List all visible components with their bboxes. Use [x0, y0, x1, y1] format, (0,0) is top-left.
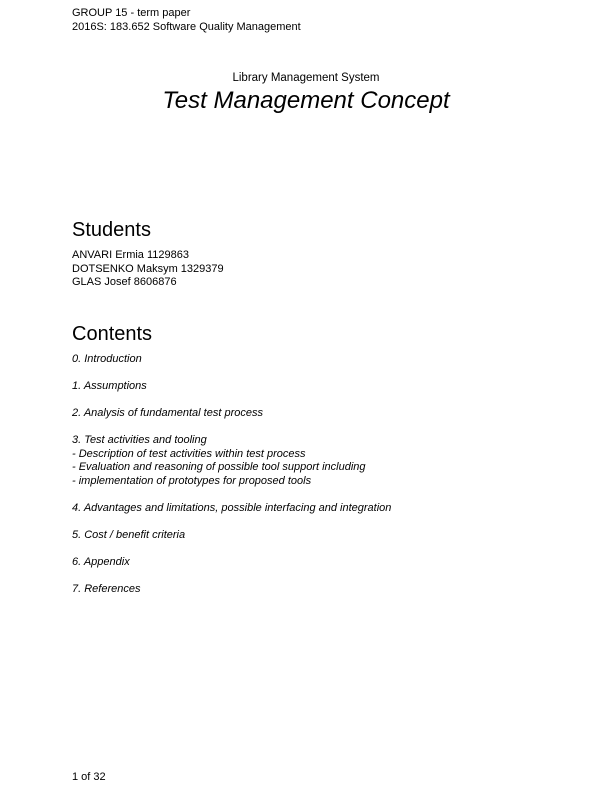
student-entry: GLAS Josef 8606876 [72, 276, 177, 288]
title-block [0, 71, 612, 116]
toc-entry-label: 4. Advantages and limitations, possible interfacing and integration [72, 501, 392, 514]
toc-entry-label: 1. Assumptions [72, 380, 147, 392]
table-of-contents [72, 353, 552, 610]
student-entry: ANVARI Ermia 1129863 [72, 249, 189, 261]
toc-entry-label: 6. Appendix [72, 555, 130, 568]
toc-subentry: - Description of test activities within test process [72, 447, 306, 460]
toc-entry-references [72, 583, 552, 597]
header-group-line: GROUP 15 - term paper [72, 7, 191, 19]
toc-entry-label: 7. References [72, 582, 141, 595]
student-entry: DOTSENKO Maksym 1329379 [72, 262, 224, 275]
toc-entry-label: 2. Analysis of fundamental test process [72, 407, 263, 419]
toc-entry-label: 3. Test activities and tooling [72, 434, 207, 446]
header-course-line: 2016S: 183.652 Software Quality Management [72, 21, 301, 33]
toc-entry-assumptions [72, 380, 552, 394]
students-heading: Students [72, 219, 151, 241]
page-header [72, 6, 301, 34]
contents-heading: Contents [72, 323, 153, 345]
toc-entry-advantages [72, 502, 552, 516]
document-title: Test Management Concept [162, 87, 450, 114]
toc-entry-appendix [72, 556, 552, 570]
toc-entry-introduction [72, 353, 552, 367]
toc-entry-cost-benefit [72, 529, 552, 543]
students-list [72, 249, 224, 290]
toc-entry-label: 0. Introduction [72, 353, 142, 365]
toc-entry-label: 5. Cost / benefit criteria [72, 528, 186, 541]
page-number: 1 of 32 [72, 771, 106, 783]
toc-entry-analysis [72, 407, 552, 421]
toc-subentry: - Evaluation and reasoning of possible tool support including [72, 461, 366, 473]
document-subtitle: Library Management System [232, 72, 380, 84]
toc-entry-test-activities [72, 434, 552, 488]
toc-subentry: - implementation of prototypes for proposed tools [72, 474, 312, 487]
